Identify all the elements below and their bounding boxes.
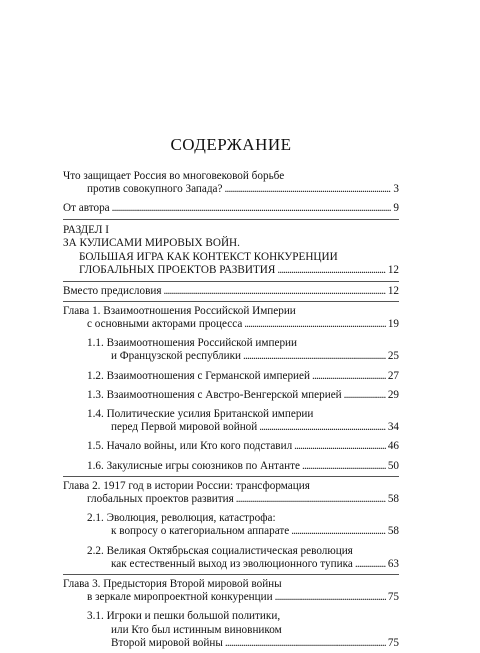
toc-entry [63, 302, 399, 334]
toc-entry-text: 1.2. Взаимоотношения с Германской империей [87, 369, 310, 382]
leader-dots [277, 264, 385, 278]
toc-entry-text: глобальных проектов развития [87, 493, 234, 506]
page-number: 75 [387, 591, 399, 604]
toc-entry-text: перед Первой мировой войной [111, 421, 258, 434]
toc-entry-text: Что защищает Россия во многовековой борьбе [63, 170, 285, 182]
toc-entry-text: 1.4. Политические усилия Британской империи [87, 408, 314, 421]
toc-entry [63, 334, 399, 366]
page-number: 12 [387, 284, 399, 297]
section-title-line: ГЛОБАЛЬНЫХ ПРОЕКТОВ РАЗВИТИЯ [79, 264, 276, 277]
toc-entry-last-line [87, 460, 399, 473]
page-number: 50 [387, 459, 399, 472]
page-number: 29 [387, 388, 399, 401]
page-number: 58 [387, 493, 399, 506]
toc-entry-text: 1.5. Начало войны, или Кто кого подставил [87, 440, 293, 453]
toc-entry-text: 1.1. Взаимоотношения Российской империи [87, 337, 298, 350]
toc-entry-text: с основными акторами процесса [87, 318, 243, 331]
toc-entry-text: как естественный выход из эволюционного тупика [111, 557, 353, 570]
leader-dots [236, 493, 386, 506]
page-number: 75 [387, 636, 399, 649]
page-number: 46 [387, 440, 399, 453]
toc-entry-text: Вместо предисловия [63, 284, 162, 297]
page-number: 63 [387, 557, 399, 570]
leader-dots [344, 389, 386, 402]
leader-dots [275, 591, 386, 604]
toc-entry [63, 575, 399, 607]
toc-entry [63, 386, 399, 405]
section-label: РАЗДЕЛ I [63, 223, 109, 236]
page-number: 12 [387, 264, 399, 277]
page-number: 25 [387, 350, 399, 363]
leader-dots [294, 440, 386, 453]
toc-entry-last-line [87, 525, 399, 538]
toc-entry-text: и Французской республики [111, 350, 242, 363]
toc-entry-text: Второй мировой войны [111, 636, 223, 649]
section-title-line: ЗА КУЛИСАМИ МИРОВЫХ ВОЙН. [63, 237, 240, 250]
page-title: СОДЕРЖАНИЕ [170, 135, 292, 154]
toc-entry-text: Глава 3. Предыстория Второй мировой войны [63, 578, 282, 591]
toc-entry-text: От автора [63, 202, 110, 215]
toc-entry-text: 1.3. Взаимоотношения с Австро-Венгерской мперией [87, 388, 342, 401]
toc-entry-text: к вопросу о категориальном аппарате [111, 525, 290, 538]
toc-entry-text: Глава 1. Взаимоотношения Российской Империи [63, 304, 296, 317]
toc-entry-last-line [87, 440, 399, 453]
page-number: 34 [387, 421, 399, 434]
toc-entry [63, 477, 399, 509]
toc-entry-last-line [63, 591, 399, 604]
toc-entry [63, 282, 399, 301]
toc-entry [63, 367, 399, 386]
page-number: 58 [387, 525, 399, 538]
leader-dots [244, 318, 386, 331]
leader-dots [243, 350, 386, 363]
toc-entry-text: 2.1. Эволюция, революция, катастрофа: [87, 512, 276, 525]
toc-entry-text: 3.1. Игроки и пешки большой политики, [87, 610, 281, 623]
toc-entry [63, 509, 399, 541]
toc-entry-last-line [87, 370, 399, 383]
toc-entry-text: 2.2. Великая Октябрьская социалистическая революция [87, 544, 353, 557]
toc-entry-last-line [87, 421, 399, 434]
leader-dots [259, 421, 386, 434]
toc-entry-text: в зеркале миропроектной конкуренции [87, 591, 273, 604]
toc-entry-last-line [87, 637, 399, 650]
toc-entry [63, 167, 399, 199]
toc-entry-text: 1.6. Закулисные игры союзников по Антанте [87, 459, 300, 472]
page-number: 3 [393, 183, 399, 196]
toc-entry-last-line [87, 350, 399, 363]
table-of-contents [63, 135, 399, 653]
toc-entry-last-line [63, 285, 399, 298]
page-number: 19 [387, 318, 399, 331]
leader-dots [224, 183, 391, 196]
leader-dots [225, 637, 386, 650]
toc-entry [63, 437, 399, 456]
toc-entry [63, 199, 399, 218]
toc-entry-text: Глава 2. 1917 год в истории России: трансформация [63, 479, 310, 492]
toc-entry-last-line [63, 183, 399, 196]
leader-dots [302, 460, 386, 473]
toc-entry [63, 457, 399, 476]
toc-entry-last-line [63, 493, 399, 506]
chapter-list [63, 282, 399, 653]
section-title-line: БОЛЬШАЯ ИГРА КАК КОНТЕКСТ КОНКУРЕНЦИИ [79, 250, 338, 263]
toc-entry-text: против совокупного Запада? [87, 183, 223, 196]
leader-dots [112, 202, 392, 215]
toc-entry-last-line [63, 202, 399, 215]
toc-entry [63, 405, 399, 437]
section-title-last-line [63, 264, 399, 278]
leader-dots [312, 370, 386, 383]
leader-dots [355, 558, 386, 571]
front-matter [63, 167, 399, 219]
section-title [63, 237, 399, 281]
toc-entry-last-line [63, 318, 399, 331]
toc-entry [63, 542, 399, 574]
leader-dots [164, 285, 386, 298]
leader-dots [291, 525, 386, 538]
page-number: 9 [393, 202, 399, 215]
section-block [63, 220, 399, 281]
toc-entry-last-line [87, 558, 399, 571]
page-number: 27 [387, 369, 399, 382]
toc-entry-text: или Кто был истинным виновником [111, 623, 282, 636]
toc-entry [63, 607, 399, 653]
toc-entry-last-line [87, 389, 399, 402]
